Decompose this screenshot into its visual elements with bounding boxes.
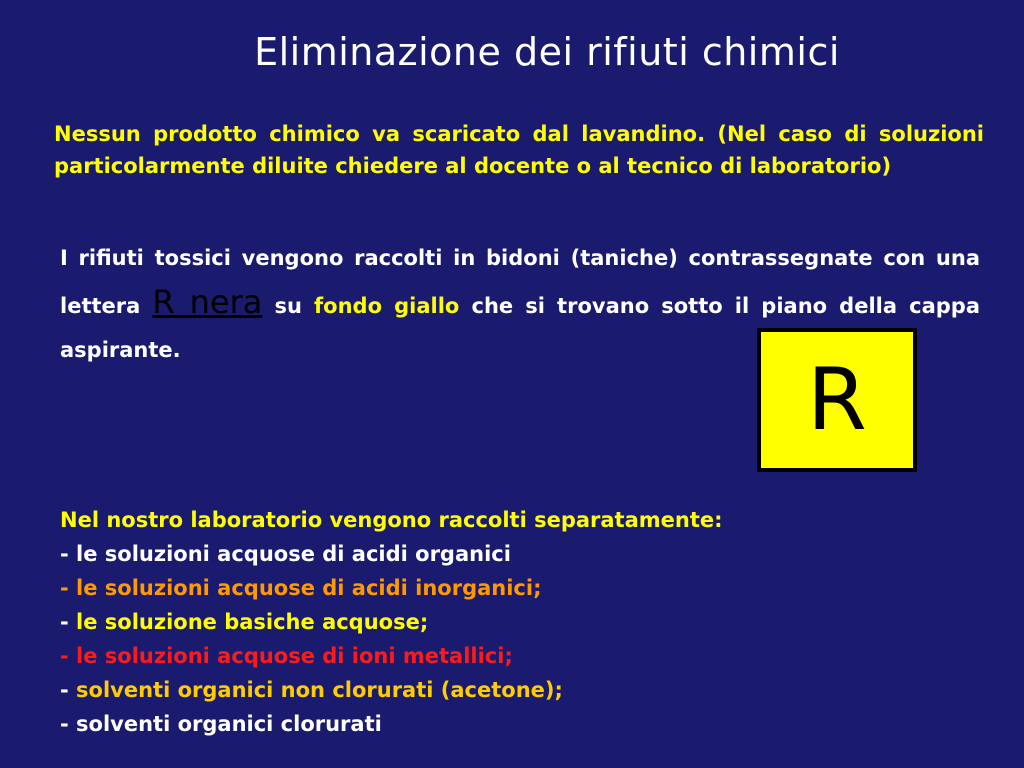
- list-item-text: le soluzioni acquose di ioni metallici;: [76, 644, 513, 668]
- list-item-text: le soluzione basiche acquose;: [76, 610, 429, 634]
- list-dash: -: [60, 542, 77, 566]
- collection-text-part2: su: [262, 294, 315, 318]
- list-item-text: solventi organici non clorurati (acetone);: [76, 678, 563, 702]
- collection-text-part1: I rifiuti tossici vengono raccolti in bidoni (taniche) contrassegnate con una lettera: [60, 246, 980, 318]
- list-item: [60, 537, 960, 571]
- list-item-text: le soluzioni acquose di acidi inorganici;: [76, 576, 542, 600]
- list-item: [60, 571, 960, 605]
- list-item: [60, 605, 960, 639]
- list-dash: -: [60, 678, 77, 702]
- list-item: [60, 707, 960, 741]
- list-item-text: le soluzioni acquose di acidi organici: [76, 542, 511, 566]
- list-item-text: solventi organici clorurati: [76, 712, 382, 736]
- list-heading: Nel nostro laboratorio vengono raccolti separatamente:: [60, 508, 723, 532]
- r-waste-symbol: R: [757, 328, 917, 472]
- list-dash: -: [60, 644, 77, 668]
- list-dash: -: [60, 576, 77, 600]
- collection-text-part3: che si trovano sotto il piano della cappa aspirante.: [60, 294, 980, 362]
- waste-list: [60, 503, 960, 741]
- slide-title: Eliminazione dei rifiuti chimici: [254, 30, 840, 74]
- fondo-giallo-label: fondo giallo: [314, 294, 460, 318]
- list-dash: -: [60, 610, 77, 634]
- list-item: [60, 639, 960, 673]
- list-item: [60, 673, 960, 707]
- warning-paragraph: Nessun prodotto chimico va scaricato dal lavandino. (Nel caso di soluzioni particolarmente diluite chiedere al docente o al tecnico di laboratorio): [54, 122, 984, 178]
- r-nera-label: R nera: [152, 283, 263, 321]
- list-dash: -: [60, 712, 77, 736]
